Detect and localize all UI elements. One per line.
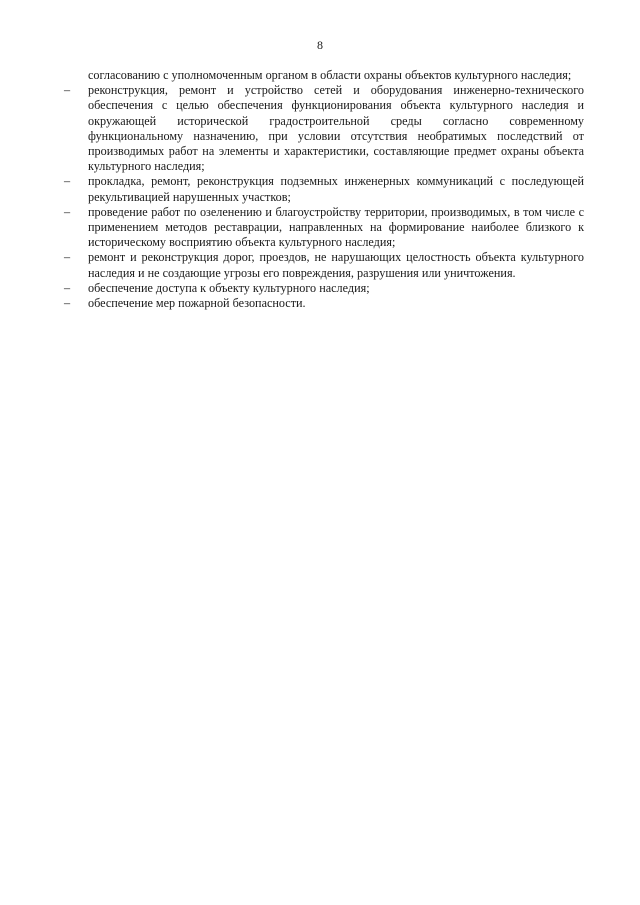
continuation-text: согласованию с уполномоченным органом в области охраны объектов культурного наследия; (88, 68, 572, 82)
list-item-text: реконструкция, ремонт и устройство сетей и оборудования инженерно-технического обеспечения с целью обеспечения функционирования объекта культурного наследия и окружающей исторической градостроительной среды согласно современному функциональному назначению, при условии отсутствия необратимых последствий от производимых работ на элементы и характеристики, составляющие предмет охраны объекта культурного наследия; (88, 83, 584, 174)
dash-bullet: – (64, 280, 71, 295)
list-item (64, 296, 584, 311)
dash-bullet: – (64, 250, 71, 265)
list-item-text: проведение работ по озеленению и благоустройству территории, производимых, в том числе с применением методов реставрации, направленных на формирование наиболее близкого к историческому восприятию объекта культурного наследия; (88, 204, 584, 250)
list-item (64, 83, 584, 174)
list-item (64, 281, 584, 296)
dash-bullet: – (64, 204, 71, 219)
dash-bullet: – (64, 296, 71, 311)
list-item-text: ремонт и реконструкция дорог, проездов, не нарушающих целостность объекта культурного наследия и не создающие угрозы его повреждения, разрушения или уничтожения. (88, 250, 584, 280)
list-item (64, 250, 584, 280)
document-body (64, 68, 584, 311)
list-item (64, 174, 584, 204)
list-item-text: прокладка, ремонт, реконструкция подземных инженерных коммуникаций с последующей рекультивацией нарушенных участков; (88, 174, 584, 204)
dash-bullet: – (64, 174, 71, 189)
page-number: 8 (317, 38, 323, 52)
list-item-text: обеспечение мер пожарной безопасности. (88, 296, 306, 311)
dash-bullet: – (64, 83, 71, 98)
list-item (64, 205, 584, 251)
list-item-text: обеспечение доступа к объекту культурного наследия; (88, 280, 370, 295)
